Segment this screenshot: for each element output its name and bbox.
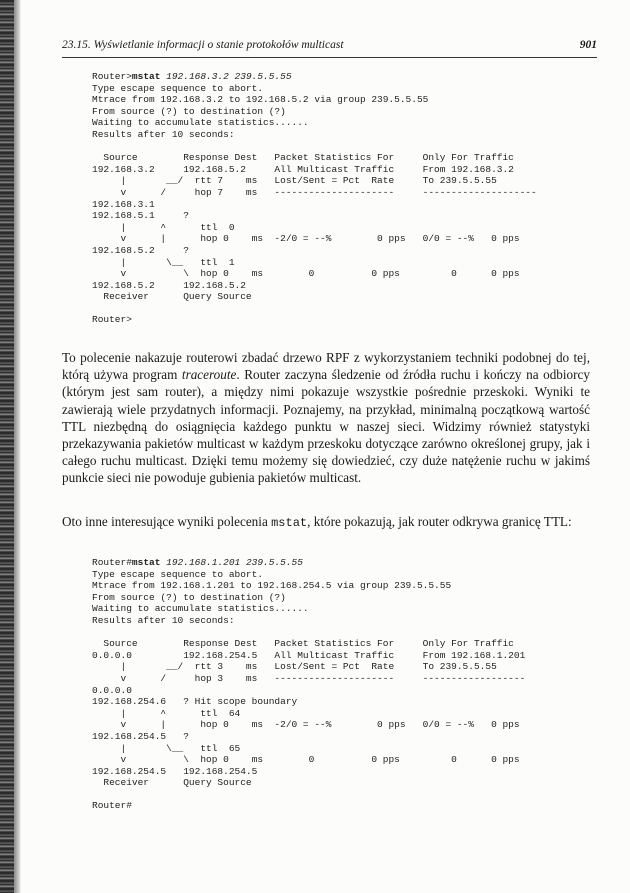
- body-paragraph-2: [62, 513, 590, 532]
- paragraph-text: . Router zaczyna śledzenie od źródła ruchu i kończy na odbiorcy (którym jest sam router), a między nimi pokazuje wszystkie pośrednie przeskoki. Wyniki te zawierają wiele przydatnych informacji. Poznajemy, na przykład, minimalną początkową wartość TTL niezbędną do osiągnięcia każdego punktu w naszej sieci. Widzimy również statystyki przekazywania pakietów multicast w każdym przeskoku dotyczące zarówno określonej grupy, jak i całego ruchu multicast. Dzięki temu możemy się dowiedzieć, czy duże natężenie ruchu w jakimś punkcie sieci nie powoduje gubienia pakietów multicast.: [62, 367, 590, 486]
- header-rule: [62, 57, 597, 58]
- book-spine-shadow: [0, 0, 14, 893]
- command-arguments: 192.168.1.201 239.5.5.55: [160, 557, 303, 568]
- running-header: [62, 39, 597, 55]
- command-name: mstat: [131, 557, 161, 568]
- command-name: mstat: [131, 71, 161, 82]
- command-arguments: 192.168.3.2 239.5.5.55: [160, 71, 292, 82]
- body-paragraph-1: [62, 349, 590, 487]
- paragraph-text: Oto inne interesujące wyniki polecenia: [62, 514, 272, 529]
- code-listing-1: [92, 71, 537, 326]
- command-output: Type escape sequence to abort. Mtrace from 192.168.3.2 to 192.168.5.2 via group 239.5.5.55 From source (?) to destination (?) Waiting to accumulate statistics...... Results after 10 seconds: Source Response Dest Packet Statistics For Only For Traffic 192.168.3.2 192.168.5.2 All Multicast Traffic From 192.168.3.2 | __/ rtt 7 ms Lost/Sent = Pct Rate To 239.5.5.55 v / hop 7 ms --------------------- -------------------- 192.168.3.1 192.168.5.1 ? | ^ ttl 0 v | hop 0 ms -2/0 = --% 0 pps 0/0 = --% 0 pps 192.168.5.2 ? | \__ ttl 1 v \ hop 0 ms 0 0 pps 0 0 pps 192.168.5.2 192.168.5.2 Receiver Query Source Router>: [92, 82, 537, 326]
- inline-command: mstat: [271, 516, 308, 530]
- section-title: 23.15. Wyświetlanie informacji o stanie protokołów multicast: [62, 39, 344, 51]
- code-listing-2: [92, 557, 525, 812]
- page-number: 901: [579, 39, 597, 51]
- command-prompt: Router#: [92, 557, 132, 568]
- command-output: Type escape sequence to abort. Mtrace from 192.168.1.201 to 192.168.254.5 via group 239.5.5.55 From source (?) to destination (?) Waiting to accumulate statistics...... Results after 10 seconds: Source Response Dest Packet Statistics For Only For Traffic 0.0.0.0 192.168.254.5 All Multicast Traffic From 192.168.1.201 | __/ rtt 3 ms Lost/Sent = Pct Rate To 239.5.5.55 v / hop 3 ms --------------------- ------------------ 0.0.0.0 192.168.254.6 ? Hit scope boundary | ^ ttl 64 v | hop 0 ms -2/0 = --% 0 pps 0/0 = --% 0 pps 192.168.254.5 ? | \__ ttl 65 v \ hop 0 ms 0 0 pps 0 0 pps 192.168.254.5 192.168.254.5 Receiver Query Source Router#: [92, 568, 526, 812]
- program-name: traceroute: [181, 367, 237, 383]
- paragraph-text: To polecenie nakazuje routerowi zbadać drzewo RPF z wykorzystaniem techniki podobnej do tej, którą używa program: [62, 350, 590, 383]
- command-prompt: Router>: [92, 71, 132, 82]
- paragraph-text: , które pokazują, jak router odkrywa granicę TTL:: [307, 514, 572, 529]
- book-gutter-shading: [14, 0, 21, 893]
